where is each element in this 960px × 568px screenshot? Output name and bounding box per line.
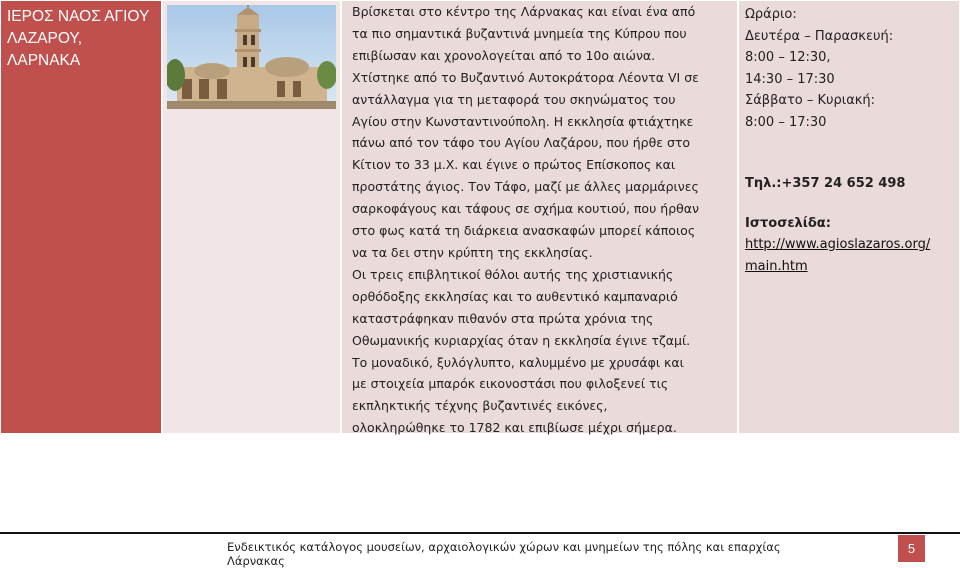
website-label: Ιστοσελίδα: [745, 215, 831, 231]
content-table [1, 1, 959, 436]
hours-line: 8:00 – 17:30 [745, 114, 827, 130]
footer-caption: Ενδεικτικός κατάλογος μουσείων, αρχαιολογικών χώρων και μνημείων της πόλης και επαρχίας Λάρνακας [227, 540, 781, 568]
hours-line: 14:30 – 17:30 [745, 71, 835, 87]
description-line: Οι τρεις επιβλητικοί θόλοι αυτής της χριστιανικής [352, 266, 674, 282]
hours-line: Σάββατο – Κυριακή: [745, 93, 876, 108]
description-line: με στοιχεία μπαρόκ εικονοστάσι που φιλοξενεί τις [352, 376, 669, 392]
description-line: καταστράφηκαν πιθανόν στα πρώτα χρόνια της [352, 310, 654, 326]
description-cell [342, 1, 737, 436]
site-title-cell [1, 1, 161, 433]
spacer [745, 133, 933, 173]
description-line: να τα δει στην κρύπτη της εκκλησίας. [352, 244, 593, 260]
description-line: ορθόδοξης εκκλησίας και το αυθεντικό καμπαναριό [352, 288, 678, 304]
phone-text: Τηλ.:+357 24 652 498 [745, 176, 906, 191]
page-number-badge: 5 [898, 535, 925, 562]
description-line: εκπληκτικής τέχνης βυζαντινές εικόνες, [352, 398, 608, 414]
description-line: ολοκληρώθηκε το 1782 και επιβίωσε μέχρι σήμερα. [352, 420, 677, 436]
right-strip-cell [932, 1, 959, 433]
info-cell [739, 1, 939, 433]
church-photo [167, 5, 336, 109]
description-line: Βρίσκεται στο κέντρο της Λάρνακας και είναι ένα από [352, 4, 696, 19]
hours-label: Ωράριο: [745, 7, 797, 22]
website-link[interactable]: http://www.agioslazaros.org/main.htm [745, 237, 931, 274]
site-title: ΙΕΡΟΣ ΝΑΟΣ ΑΓΙΟΥ ΛΑΖΑΡΟΥ, ΛΑΡΝΑΚΑ [7, 8, 150, 69]
description-line: σαρκοφάγους και τάφους σε σχήμα κουτιού, που ήρθαν [352, 201, 700, 217]
description-line: Αγίου στην Κωνσταντινούπολη. Η εκκλησία φτιάχτηκε [352, 113, 694, 129]
description-line: Το μοναδικό, ξυλόγλυπτο, καλυμμένο με χρυσάφι και [352, 354, 684, 370]
description-line: τα πιο σημαντικά βυζαντινά μνημεία της Κύπρου που [352, 25, 687, 41]
footer-divider [0, 532, 960, 534]
description-line: πάνω από τον τάφο του Αγίου Λαζάρου, που ήρθε στο [352, 135, 691, 151]
description-line: Χτίστηκε από το Βυζαντινό Αυτοκράτορα Λέοντα VI σε [352, 69, 699, 85]
description-line: Οθωμανικής κυριαρχίας όταν η εκκλησία έγινε τζαμί. [352, 332, 691, 348]
description-line: προστάτης άγιος. Τον Τάφο, μαζί με άλλες μαρμάρινες [352, 179, 699, 195]
hours-line: 8:00 – 12:30, [745, 50, 831, 65]
hours-line: Δευτέρα – Παρασκευή: [745, 28, 894, 44]
photo-cell [163, 1, 340, 433]
description-line: επιβίωσαν και χρονολογείται από το 10ο αιώνα. [352, 47, 656, 63]
description-line: Κίτιον το 33 μ.Χ. και έγινε ο πρώτος Επίσκοπος και [352, 157, 676, 173]
spacer [745, 195, 933, 213]
description-line: στο φως κατά τη διάρκεια ανασκαφών μπορεί κάποιος [352, 223, 696, 239]
description-line: αντάλλαγμα για τη μεταφορά του σκηνώματος του [352, 91, 676, 107]
